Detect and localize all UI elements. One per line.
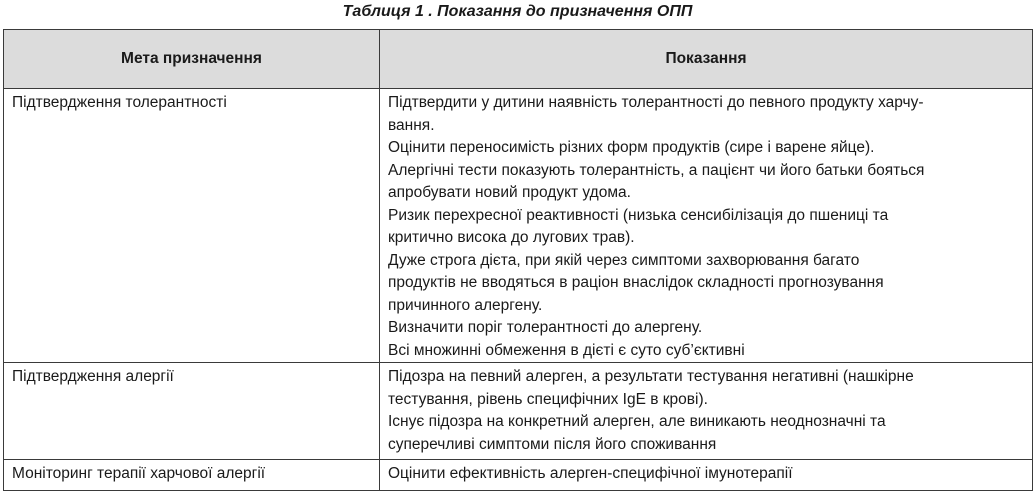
indication-line: продуктів не вводяться в раціон внаслідок складності прогнозування [388,274,884,291]
table-row [4,363,1033,460]
indication-line: Всі множинні обмеження в дієті є суто суб’єктивні [388,341,745,359]
indications-table [3,29,1033,491]
indication-line: причинного алергену. [388,296,543,314]
table-row [4,460,1033,491]
indication-line: Підтвердити у дитини наявність толерантності до певного продукту харчу- [388,94,924,111]
indication-line: Оцінити переносимість різних форм продуктів (сире і варене яйце). [388,139,875,156]
indication-line: тестування, рівень специфічних IgE в крові). [388,390,708,408]
goal-cell: Підтвердження толерантності [4,89,380,363]
header-row [4,30,1033,89]
indication-line: Ризик перехресної реактивності (низька сенсибілізація до пшениці та [388,206,889,224]
indications-cell [380,460,1033,491]
goal-cell: Підтвердження алергії [4,363,380,460]
indication-line: суперечливі симптоми після його споживання [388,435,717,453]
indication-line: Визначити поріг толерантності до алергену. [388,319,703,336]
indication-line: апробувати новий продукт удома. [388,184,631,201]
column-header-goal: Мета призначення [4,30,380,89]
indication-line: вання. [388,116,435,134]
column-header-indications: Показання [380,30,1033,89]
goal-cell: Моніторинг терапії харчової алергії [4,460,380,491]
indication-line: Існує підозра на конкретний алерген, але виникають неоднозначні та [388,413,886,430]
indication-line: Оцінити ефективність алерген-специфічної імунотерапії [388,465,793,482]
indications-cell [380,363,1033,460]
indication-line: критично висока до лугових трав). [388,229,635,246]
table-row [4,89,1033,363]
indications-cell [380,89,1033,363]
table-title: Таблиця 1 . Показання до призначення ОПП [342,3,693,20]
indication-line: Підозра на певний алерген, а результати тестування негативні (нашкірне [388,368,914,385]
indication-line: Алергічні тести показують толерантність, а пацієнт чи його батьки бояться [388,161,925,179]
indication-line: Дуже строга дієта, при якій через симптоми захворювання багато [388,251,860,269]
